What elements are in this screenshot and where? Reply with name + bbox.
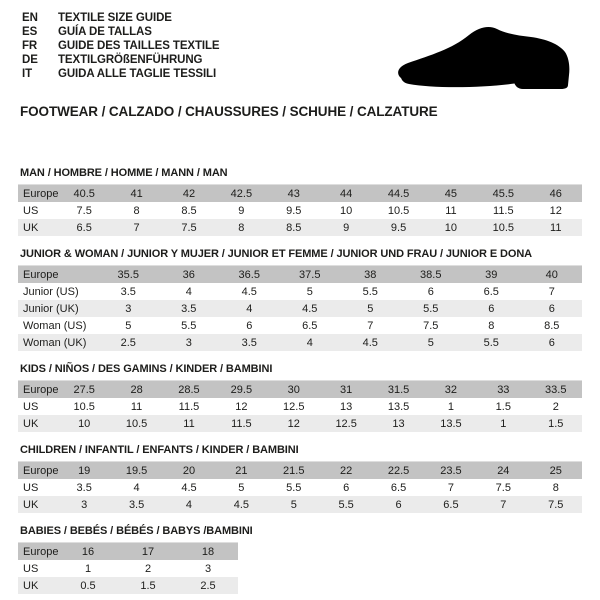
size-cell: 6.5 [425, 496, 477, 513]
size-cell: 5 [125, 319, 132, 332]
size-cell: 2.5 [98, 334, 159, 351]
size-cell: 36 [159, 266, 220, 284]
size-cell: 37.5 [280, 266, 341, 284]
language-code: DE [22, 54, 38, 66]
size-cell: 5 [340, 300, 401, 317]
size-row [18, 415, 582, 432]
size-header-row [18, 381, 582, 399]
size-cell: 23.5 [425, 462, 477, 480]
size-cell: 8.5 [268, 219, 320, 236]
size-row [18, 577, 238, 594]
size-cell: 6 [522, 334, 583, 351]
size-cell: 42 [163, 185, 215, 203]
size-cell: 21.5 [268, 462, 320, 480]
size-cell: 41 [110, 185, 162, 203]
size-cell: 5.5 [181, 319, 197, 332]
size-cell: 3 [58, 496, 110, 513]
size-cell: 5.5 [320, 496, 372, 513]
size-cell: 5.5 [362, 285, 378, 298]
size-cell: 10 [58, 415, 110, 432]
size-cell: 4 [133, 481, 140, 494]
size-cell: 21 [215, 462, 267, 480]
row-label: US [23, 481, 39, 494]
size-cell: 8.5 [181, 204, 197, 217]
size-cell: 10.5 [387, 204, 410, 217]
size-cell: 27.5 [58, 381, 110, 399]
size-cell: 38 [340, 266, 401, 284]
row-label: Woman (US) [23, 319, 87, 332]
size-cell: 7 [110, 219, 162, 236]
category-heading: FOOTWEAR / CALZADO / CHAUSSURES / SCHUHE / CALZATURE [20, 104, 438, 119]
size-cell: 1 [84, 562, 92, 575]
size-cell: 4.5 [280, 300, 341, 317]
size-cell: 44.5 [372, 185, 424, 203]
size-cell: 10.5 [110, 415, 162, 432]
size-row [18, 300, 582, 317]
language-code: EN [22, 12, 38, 24]
row-label: UK [18, 219, 58, 236]
size-cell: 0.5 [58, 577, 118, 594]
language-row [22, 11, 220, 25]
size-cell: 7 [367, 319, 374, 332]
size-cell: 20 [163, 462, 215, 480]
size-cell: 43 [268, 185, 320, 203]
language-code: IT [22, 68, 33, 80]
size-cell: 6.5 [58, 219, 110, 236]
row-label: Europe [18, 381, 58, 399]
size-cell: 19.5 [110, 462, 162, 480]
size-cell: 40.5 [58, 185, 110, 203]
language-code: FR [22, 40, 38, 52]
size-cell: 45.5 [477, 185, 529, 203]
language-code: ES [22, 26, 38, 38]
size-cell: 22.5 [372, 462, 424, 480]
language-row [22, 53, 220, 67]
size-cell: 46 [530, 185, 582, 203]
size-cell: 8 [552, 481, 559, 494]
size-table [18, 461, 582, 513]
size-cell: 5 [401, 334, 462, 351]
size-cell: 4 [163, 496, 215, 513]
row-label: US [23, 400, 39, 413]
row-label: Europe [18, 543, 58, 561]
size-cell: 6.5 [483, 285, 499, 298]
size-table [18, 184, 582, 236]
size-cell: 9 [320, 219, 372, 236]
size-cell: 12.5 [320, 415, 372, 432]
size-cell: 13 [340, 400, 353, 413]
size-row [18, 479, 582, 496]
size-section [18, 525, 582, 594]
size-cell: 10.5 [73, 400, 95, 413]
size-cell: 1 [477, 415, 529, 432]
size-cell: 6.5 [390, 481, 407, 494]
size-cell: 13.5 [387, 400, 410, 413]
size-cell: 31.5 [372, 381, 424, 399]
size-cell: 11.5 [178, 400, 200, 413]
size-cell: 13 [372, 415, 424, 432]
size-cell: 11 [130, 400, 143, 413]
size-cell: 16 [58, 543, 118, 561]
size-section [18, 444, 582, 513]
language-row [22, 67, 220, 81]
size-table-title: JUNIOR & WOMAN / JUNIOR Y MUJER / JUNIOR ET FEMME / JUNIOR UND FRAU / JUNIOR E DONA [20, 248, 533, 260]
size-cell: 8.5 [544, 319, 560, 332]
size-cell: 1.5 [495, 400, 511, 413]
size-cell: 2.5 [178, 577, 238, 594]
row-label: Europe [18, 266, 98, 284]
size-cell: 9.5 [286, 204, 302, 217]
size-cell: 10.5 [477, 219, 529, 236]
size-cell: 5.5 [461, 334, 522, 351]
row-label: UK [18, 415, 58, 432]
size-cell: 36.5 [219, 266, 280, 284]
size-cell: 1.5 [118, 577, 178, 594]
language-label: GUIDE DES TAILLES TEXTILE [58, 40, 220, 52]
size-cell: 24 [477, 462, 529, 480]
size-cell: 29.5 [215, 381, 267, 399]
size-cell: 1 [447, 400, 454, 413]
size-tables [18, 167, 582, 600]
size-row [18, 283, 582, 300]
size-cell: 4.5 [181, 481, 197, 494]
size-cell: 3 [204, 562, 212, 575]
size-cell: 7.5 [530, 496, 582, 513]
size-cell: 3.5 [159, 300, 220, 317]
size-cell: 45 [425, 185, 477, 203]
size-cell: 5 [306, 285, 313, 298]
size-cell: 7 [447, 481, 454, 494]
row-label: UK [18, 577, 58, 594]
size-cell: 19 [58, 462, 110, 480]
size-table-title: MAN / HOMBRE / HOMME / MANN / MAN [20, 167, 228, 179]
language-label: GUÍA DE TALLAS [58, 26, 152, 38]
size-cell: 11.5 [493, 204, 514, 217]
size-cell: 7 [477, 496, 529, 513]
size-cell: 6 [522, 300, 583, 317]
size-cell: 8 [133, 204, 140, 217]
size-cell: 6 [427, 285, 434, 298]
size-row [18, 398, 582, 415]
size-row [18, 219, 582, 236]
size-cell: 10 [425, 219, 477, 236]
size-cell: 2 [144, 562, 152, 575]
size-cell: 7.5 [495, 481, 511, 494]
size-cell: 3.5 [110, 496, 162, 513]
size-cell: 12 [268, 415, 320, 432]
size-cell: 7.5 [76, 204, 92, 217]
row-label: US [23, 562, 39, 575]
size-cell: 12 [235, 400, 248, 413]
size-cell: 12.5 [283, 400, 305, 413]
size-cell: 32 [425, 381, 477, 399]
row-label: UK [18, 496, 58, 513]
size-cell: 35.5 [98, 266, 159, 284]
size-section [18, 248, 582, 351]
language-list [22, 11, 220, 81]
size-cell: 6 [372, 496, 424, 513]
size-cell: 25 [530, 462, 582, 480]
size-cell: 4.5 [215, 496, 267, 513]
shoe-icon [391, 20, 579, 106]
language-row [22, 25, 220, 39]
size-cell: 6 [246, 319, 253, 332]
size-cell: 22 [320, 462, 372, 480]
size-section [18, 167, 582, 236]
size-cell: 5.5 [286, 481, 302, 494]
size-cell: 3 [159, 334, 220, 351]
size-cell: 44 [320, 185, 372, 203]
size-cell: 33.5 [530, 381, 582, 399]
size-cell: 28.5 [163, 381, 215, 399]
size-cell: 5 [238, 481, 245, 494]
size-table [18, 380, 582, 432]
size-cell: 11 [530, 219, 582, 236]
size-cell: 7 [548, 285, 555, 298]
size-table-title: KIDS / NIÑOS / DES GAMINS / KINDER / BAMBINI [20, 363, 273, 375]
size-table-title: BABIES / BEBÉS / BÉBÉS / BABYS /BAMBINI [20, 525, 253, 537]
size-cell: 10 [340, 204, 353, 217]
size-row [18, 317, 582, 334]
row-label: Europe [18, 462, 58, 480]
size-cell: 5.5 [401, 300, 462, 317]
size-cell: 39 [461, 266, 522, 284]
size-cell: 11.5 [215, 415, 267, 432]
size-section [18, 363, 582, 432]
size-cell: 4 [219, 300, 280, 317]
size-cell: 8 [488, 319, 495, 332]
size-cell: 30 [268, 381, 320, 399]
size-cell: 4 [280, 334, 341, 351]
size-cell: 7.5 [423, 319, 439, 332]
size-cell: 2 [552, 400, 559, 413]
size-cell: 12 [549, 204, 562, 217]
size-cell: 6 [343, 481, 350, 494]
size-row [18, 202, 582, 219]
row-label: Junior (US) [23, 285, 79, 298]
size-row [18, 334, 582, 351]
size-header-row [18, 185, 582, 203]
size-row [18, 496, 582, 513]
size-header-row [18, 266, 582, 284]
size-cell: 9.5 [372, 219, 424, 236]
size-cell: 18 [178, 543, 238, 561]
size-cell: 3.5 [219, 334, 280, 351]
language-label: TEXTILE SIZE GUIDE [58, 12, 172, 24]
size-cell: 7.5 [163, 219, 215, 236]
size-cell: 4.5 [241, 285, 257, 298]
size-cell: 11 [163, 415, 215, 432]
size-cell: 9 [238, 204, 245, 217]
size-cell: 1.5 [530, 415, 582, 432]
size-cell: 42.5 [215, 185, 267, 203]
row-label: Woman (UK) [18, 334, 98, 351]
size-table-title: CHILDREN / INFANTIL / ENFANTS / KINDER / BAMBINI [20, 444, 299, 456]
size-cell: 6 [461, 300, 522, 317]
size-header-row [18, 543, 238, 561]
size-cell: 8 [215, 219, 267, 236]
size-table [18, 265, 582, 351]
language-row [22, 39, 220, 53]
language-label: TEXTILGRÖßENFÜHRUNG [58, 54, 203, 66]
size-cell: 31 [320, 381, 372, 399]
size-header-row [18, 462, 582, 480]
size-cell: 5 [268, 496, 320, 513]
size-cell: 3.5 [120, 285, 136, 298]
size-cell: 13.5 [425, 415, 477, 432]
size-cell: 3 [98, 300, 159, 317]
size-cell: 3.5 [76, 481, 92, 494]
size-cell: 6.5 [302, 319, 318, 332]
size-cell: 40 [522, 266, 583, 284]
size-cell: 4 [185, 285, 192, 298]
size-cell: 33 [477, 381, 529, 399]
row-label: Europe [18, 185, 58, 203]
row-label: US [23, 204, 39, 217]
row-label: Junior (UK) [18, 300, 98, 317]
size-cell: 28 [110, 381, 162, 399]
size-cell: 38.5 [401, 266, 462, 284]
size-cell: 11 [445, 204, 457, 217]
size-cell: 4.5 [340, 334, 401, 351]
size-row [18, 560, 238, 577]
size-cell: 17 [118, 543, 178, 561]
size-table [18, 542, 238, 594]
language-label: GUIDA ALLE TAGLIE TESSILI [58, 68, 217, 80]
